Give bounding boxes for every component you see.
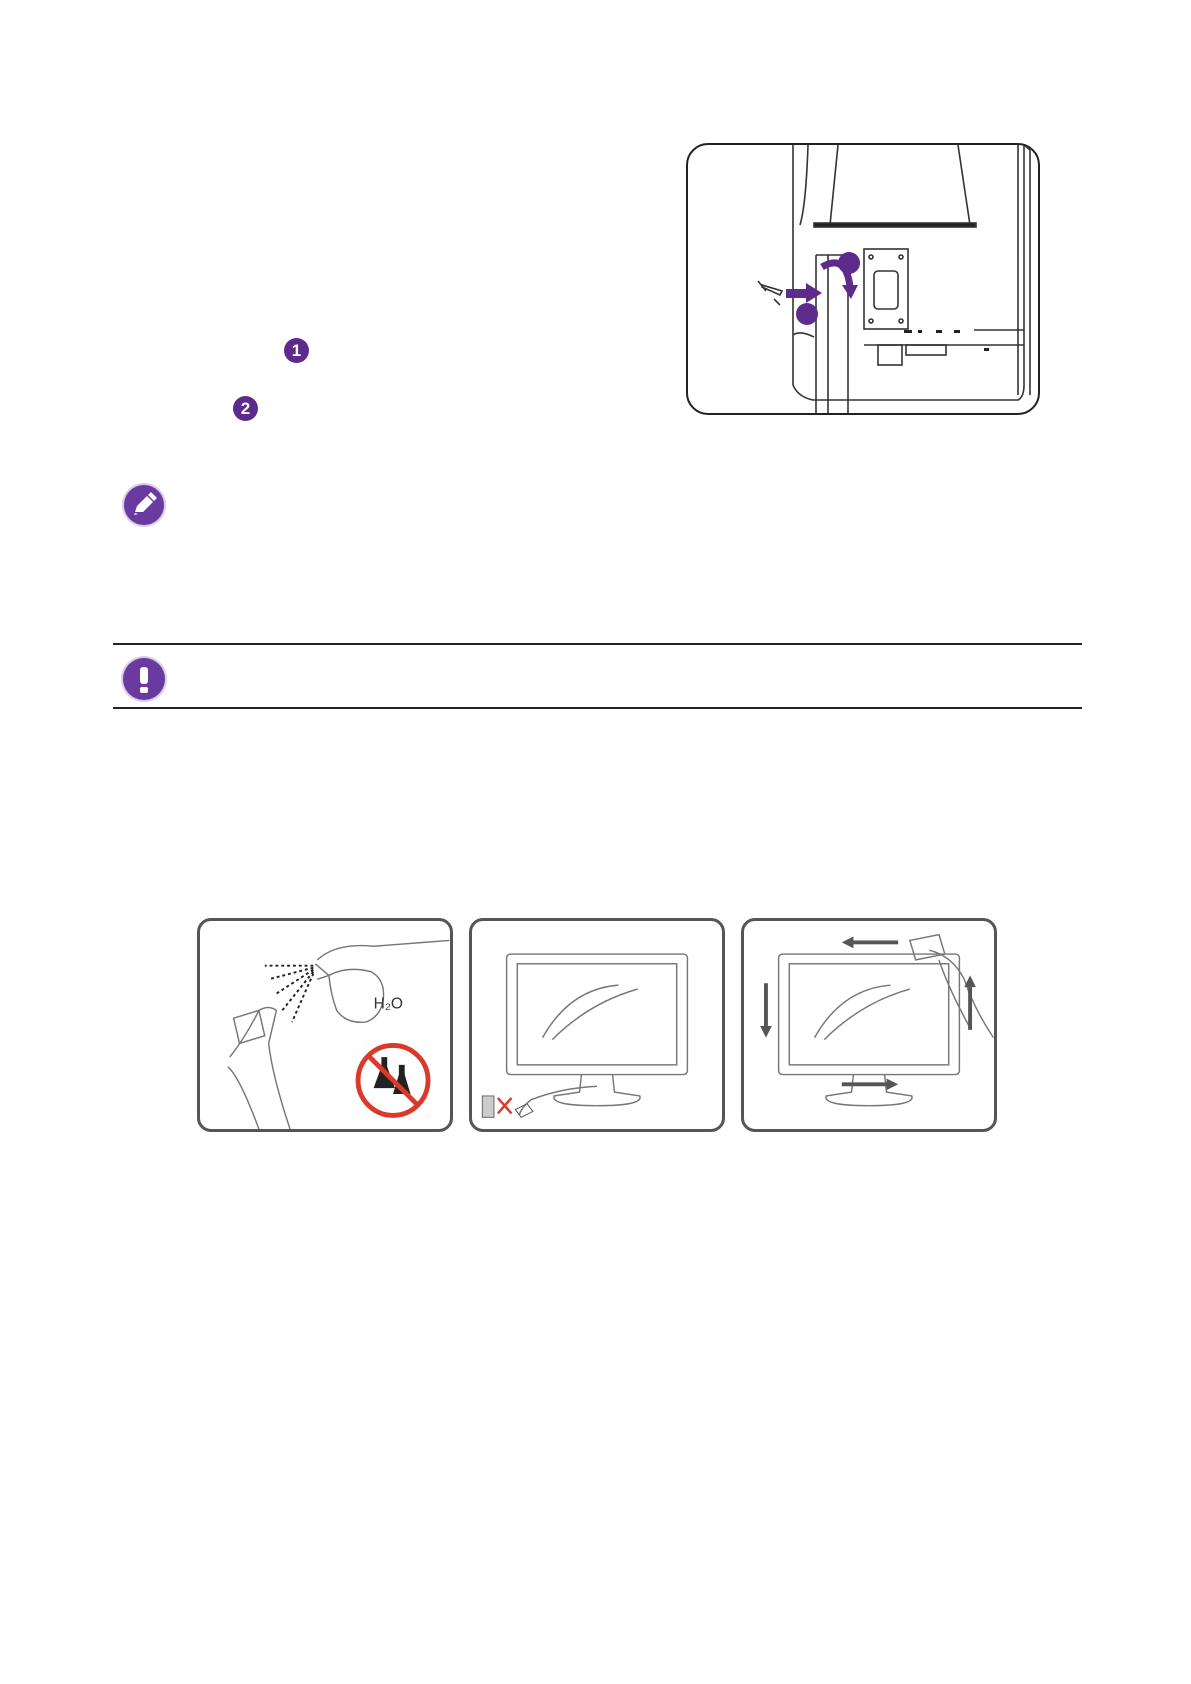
cleaning-panel-wipe	[741, 918, 997, 1132]
cleaning-panel-spray	[197, 918, 453, 1132]
unplug-icon	[482, 1096, 533, 1117]
no-chemicals-icon	[358, 1045, 428, 1115]
note-pencil-icon	[124, 485, 164, 525]
step-1-badge: 1	[284, 338, 309, 363]
callout-2-marker	[796, 303, 818, 325]
detach-stand-figure	[686, 143, 1040, 415]
important-bottom-rule	[113, 707, 1082, 709]
important-exclamation-icon	[123, 658, 165, 700]
important-top-rule	[113, 643, 1082, 645]
wipe-direction-arrows	[760, 937, 976, 1091]
callout-1-marker	[838, 252, 860, 274]
monitor-back-illustration	[688, 145, 1040, 415]
cleaning-panel-unplug	[469, 918, 725, 1132]
step-2-badge: 2	[233, 396, 258, 421]
h2o-label: H₂O	[373, 995, 403, 1013]
